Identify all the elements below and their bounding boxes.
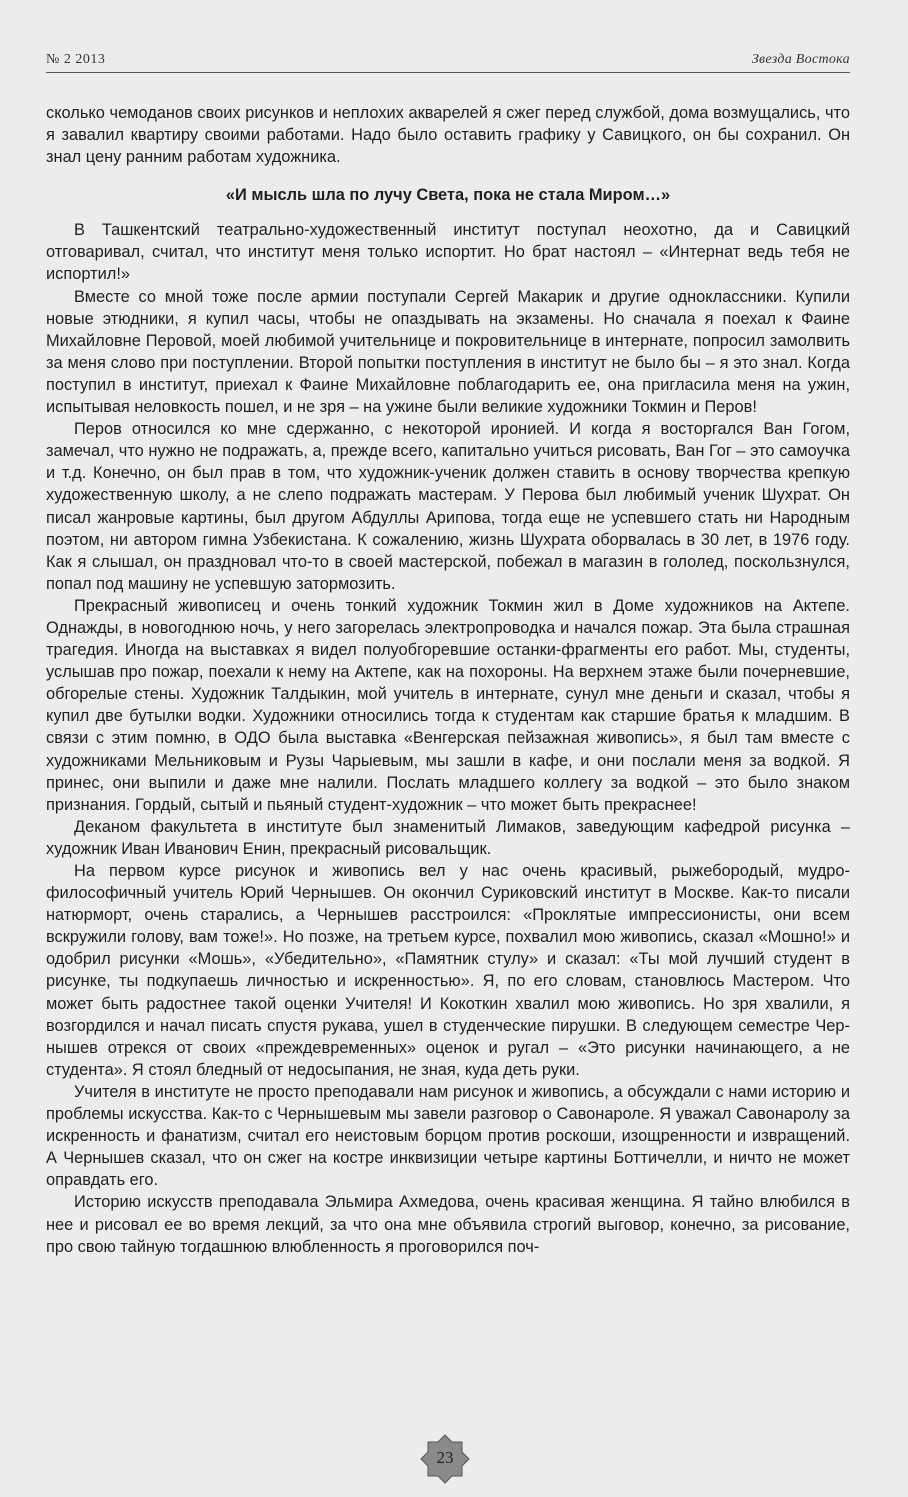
- paragraph: Историю искусств преподавала Эльмира Ахмедова, очень красивая женщина. Я тайно влюбился в нее и рисовал ее во время лекций, за что она мне объявила строгий выговор, конечно, за рисование, про свою тайную тогдашнюю влюбленность я проговорился поч-: [46, 1193, 850, 1256]
- article-body: [46, 102, 850, 1258]
- page-number-badge: [420, 1434, 470, 1484]
- intro-paragraph: сколько чемоданов своих рисунков и неплохих акварелей я сжег перед службой, дома возмущались, что я завалил квартиру своими работами. Надо было оставить графику у Савицкого, он бы сохранил. Он знал цену ранним работам художника.: [46, 104, 850, 167]
- issue-number: № 2 2013: [46, 52, 106, 67]
- paragraph: Прекрасный живописец и очень тонкий художник Токмин жил в Доме художников на Актепе. Однажды, в новогоднюю ночь, у него загорелась электропроводка и начался пожар. Эта была страшная трагедия. Иногда на выставках я видел полуобгоревшие останки-фрагменты его работ. Мы, студенты, услышав про пожар, поехали к нему на Актепе, как на похороны. На верхнем этаже были почерневшие, обгорелые стены. Художник Талдыкин, мой учитель в интернате, сунул мне деньги и сказал, чтобы я купил две бутылки водки. Художники относились тогда к студентам как старшие братья к младшим. В связи с этим помню, в ОДО была выставка «Венгерская пейзажная живопись», я был там вместе с художниками Мельниковым и Рузы Чарыевым, мы зашли в кафе, и они послали меня за водкой. Я принес, они выпили и даже мне налили. Послать младшего коллегу за водкой – это было знаком признания. Гордый, сытый и пьяный студент-художник – что может быть прекраснее!: [46, 596, 850, 814]
- section-heading: «И мысль шла по лучу Света, пока не стала Миром…»: [225, 186, 671, 205]
- paragraph: Учителя в институте не просто преподавали нам рисунок и живопись, а обсуждали с нами историю и проблемы искусства. Как-то с Чернышевым мы завели разговор о Савонароле. Я уважал Савонаролу за искренность и фанатизм, считал его неистовым борцом против роскоши, изощренности и извращений. А Чернышев сказал, что он сжег на костре инквизиции четыре картины Боттичелли, и ничто не может оправдать его.: [46, 1082, 850, 1190]
- journal-title: Звезда Востока: [751, 52, 850, 67]
- paragraph: Вместе со мной тоже после армии поступали Сергей Макарик и другие одноклассники. Купили новые этюдники, я купил часы, чтобы не опаздывать на экзамены. Но сначала я поехал к Фаине Михайловне Перовой, моей любимой учительнице и покровительнице в интернате, попросил замолвить за меня слово при поступлении. Второй попытки поступления в институт не было бы – я это знал. Когда поступил в институт, приехал к Фаине Михайловне поблагодарить ее, она пригласила меня на ужин, испытывая неловкость пошел, и не зря – на ужине были великие художники Токмин и Перов!: [46, 287, 850, 417]
- running-header: [46, 50, 850, 73]
- paragraph: В Ташкентский театрально-художественный институт поступал неохотно, да и Савицкий отговаривал, считал, что институт меня только испортит. Но брат настоял – «Интернат ведь тебя не испортил!»: [46, 221, 850, 284]
- paragraph: Деканом факультета в институте был знаменитый Лимаков, заведующим кафедрой рисунка – художник Иван Иванович Енин, прекрасный рисовальщик.: [46, 817, 850, 858]
- page-number: 23: [436, 1448, 454, 1467]
- paragraph: Перов относился ко мне сдержанно, с некоторой иронией. И когда я восторгался Ван Гогом, замечал, что нужно не подражать, а, прежде всего, капитально учиться рисовать, Ван Гог – это самоучка и т.д. Конечно, он был прав в том, что художник-ученик должен ставить в основу творчества крепкую художественную школу, а не слепо подражать мастерам. У Перова был любимый ученик Шухрат. Он писал жанровые картины, был другом Абдуллы Арипова, тогда еще не успевшего стать ни Народным поэтом, ни автором гимна Узбекистана. К сожалению, жизнь Шухрата оборвалась в 30 лет, в 1976 году. Как я слышал, он праздновал что-то в своей мастерской, побежал в магазин в гололед, поскользнулся, попал под машину не успевшую затормозить.: [46, 420, 850, 593]
- paragraph: На первом курсе рисунок и живопись вел у нас очень красивый, рыжебородый, мудро-философичный учитель Юрий Чернышев. Он окончил Суриковский институт в Москве. Как-то писали натюрморт, очень старались, а Чернышев расстроился: «Проклятые импрессионисты, они всем вскружили голову, вам тоже!». Но позже, на третьем курсе, похвалил мою живопись, сказал «Мошно!» и одобрил рисунки «Мошь», «Убедительно», «Памятник стулу» и сказал: «Ты мой лучший студент в рисунке, ты подкупаешь личностью и искренностью». Я, по его словам, становлюсь Мастером. Что может быть радостнее такой оценки Учителя! И Кокоткин хвалил мою живопись. Но зря хвалили, я возгордился и начал писать спустя рукава, ушел в студенческие пирушки. В следующем семестре Чернышев отрекся от своих «преждевременных» оценок и ругал – «Это рисунки начинающего, а не студента». Я стоял бледный от недосыпания, не зная, куда деть руки.: [46, 862, 850, 1079]
